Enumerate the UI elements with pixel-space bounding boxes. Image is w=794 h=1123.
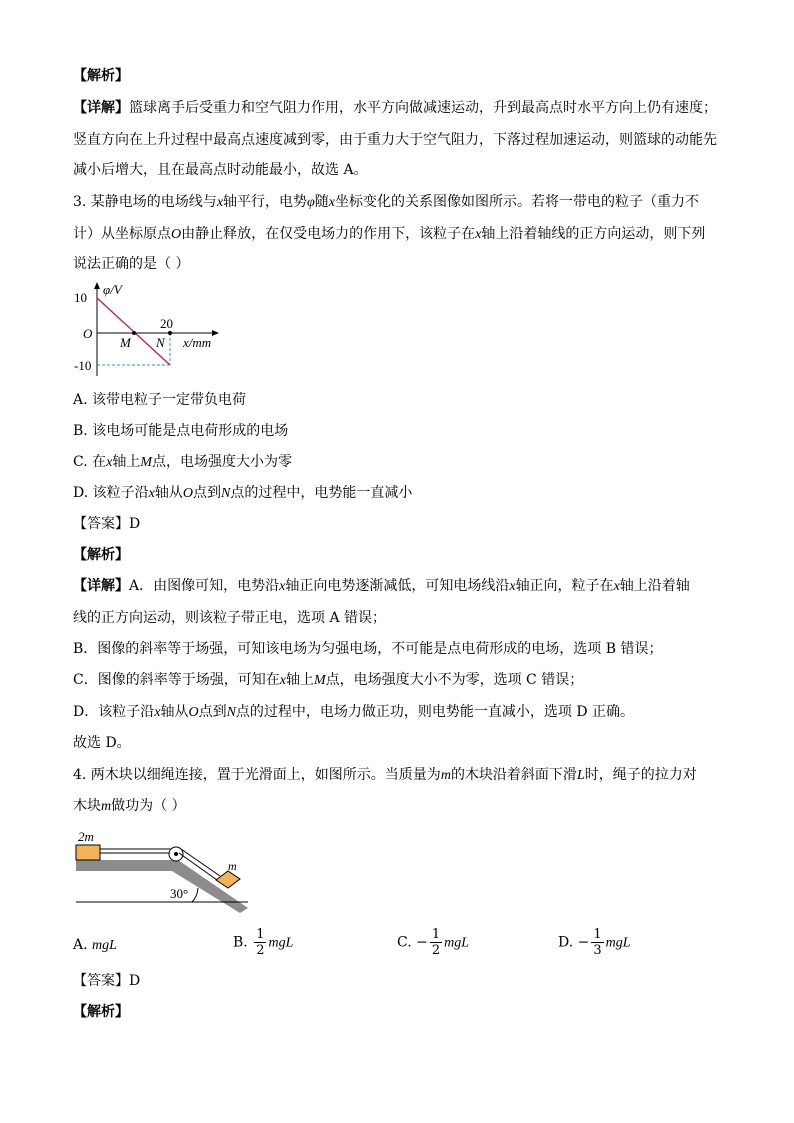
block-m bbox=[216, 871, 240, 888]
x-axis-arrow bbox=[212, 330, 219, 336]
point-N bbox=[168, 331, 172, 335]
q4-option-c: C. − $\frac{1}{2}$ mgL bbox=[397, 927, 470, 958]
block-2m bbox=[76, 845, 100, 860]
q4-option-b: B. $\frac{1}{2}$ mgL bbox=[233, 927, 294, 958]
fraction-one-half: $\frac{1}{2}$ bbox=[431, 927, 441, 958]
q3-answer: 【答案】D bbox=[73, 516, 141, 532]
q3-stem-line-3: 说法正确的是（ ） bbox=[73, 256, 190, 272]
q3-detail-a-1: 【详解】A．由图像可知，电势沿x轴正向电势逐渐减低，可知电场线沿x轴正向，粒子在x轴上沿着轴 bbox=[73, 578, 690, 594]
label-m: m bbox=[228, 859, 237, 873]
label-N: N bbox=[156, 335, 165, 350]
detail-line-3: 减小后增大，且在最高点时动能最小，故选 A。 bbox=[73, 162, 368, 178]
q3-analysis-heading: 【解析】 bbox=[73, 547, 129, 563]
detail-line-2: 竖直方向在上升过程中最高点速度减到零，由于重力大于空气阻力，下落过程加速运动，则篮球的动能先 bbox=[73, 132, 717, 148]
label-angle: 30° bbox=[170, 886, 189, 901]
y-axis-label: φ/V bbox=[103, 282, 122, 297]
section-heading-jiexi: 【解析】 bbox=[73, 68, 129, 84]
q3-stem-line-2: 计）从坐标原点O由静止释放，在仅受电场力的作用下，该粒子在x轴上沿着轴线的正方向运动，则下列 bbox=[73, 226, 706, 242]
q3-option-c: C. 在x轴上M点，电场强度大小为零 bbox=[73, 454, 293, 470]
y-tick-neg10: -10 bbox=[74, 358, 92, 373]
q3-option-a: A. 该带电粒子一定带负电荷 bbox=[73, 392, 247, 408]
label-2m: 2m bbox=[78, 829, 94, 844]
y-tick-10: 10 bbox=[74, 290, 87, 305]
q4-stem-line-2: 木块m做功为（ ） bbox=[73, 798, 186, 814]
origin-label: O bbox=[83, 326, 93, 341]
q4-stem-line-1: 4. 两木块以细绳连接，置于光滑面上，如图所示。当质量为m的木块沿着斜面下滑L时，绳子的拉力对 bbox=[73, 767, 697, 783]
detail-line-1 bbox=[73, 98, 717, 118]
q3-detail-a-2: 线的正方向运动，则该粒子带正电，选项 A 错误； bbox=[73, 610, 387, 626]
pulley-axle bbox=[174, 852, 178, 856]
q4-option-a: A. mgL bbox=[73, 937, 117, 953]
q4-analysis-heading: 【解析】 bbox=[73, 1004, 129, 1020]
q3-detail-c: C．图像的斜率等于场强，可知在x轴上M点，电场强度大小不为零，选项 C 错误； bbox=[73, 672, 584, 688]
x-tick-20: 20 bbox=[160, 316, 173, 331]
detail-tag: 【详解】 bbox=[73, 100, 129, 116]
detail-text: 篮球离手后受重力和空气阻力作用，水平方向做减速运动，升到最高点时水平方向上仍有速度； bbox=[129, 100, 717, 116]
point-M bbox=[132, 331, 136, 335]
q4-incline-figure bbox=[70, 824, 260, 918]
surface bbox=[76, 860, 248, 913]
q3-detail-b: B．图像的斜率等于场强，可知该电场为匀强电场，不可能是点电荷形成的电场，选项 B 错误； bbox=[73, 641, 663, 657]
q3-option-b: B. 该电场可能是点电荷形成的电场 bbox=[73, 423, 289, 439]
fraction-one-half: $\frac{1}{2}$ bbox=[256, 927, 265, 958]
y-axis-arrow bbox=[94, 282, 100, 289]
q3-stem-line-1: 3. 某静电场的电场线与x轴平行，电势φ随x坐标变化的关系图像如图所示。若将一带电的粒子（重力不 bbox=[73, 194, 699, 210]
q4-answer: 【答案】D bbox=[73, 973, 141, 989]
q3-detail-d: D．该粒子沿x轴从O点到N点的过程中，电场力做正功，则电势能一直减小，选项 D 正确。 bbox=[73, 704, 635, 720]
fraction-one-third: $\frac{1}{3}$ bbox=[593, 927, 602, 958]
q4-option-d: D. − $\frac{1}{3}$ mgL bbox=[558, 927, 631, 958]
x-axis-label: x/mm bbox=[183, 335, 212, 350]
label-M: M bbox=[120, 335, 131, 350]
q3-option-d: D. 该粒子沿x轴从O点到N点的过程中，电势能一直减小 bbox=[73, 485, 413, 501]
q3-conclusion: 故选 D。 bbox=[73, 735, 131, 751]
q3-potential-graph bbox=[70, 280, 230, 380]
angle-arc bbox=[192, 888, 198, 902]
